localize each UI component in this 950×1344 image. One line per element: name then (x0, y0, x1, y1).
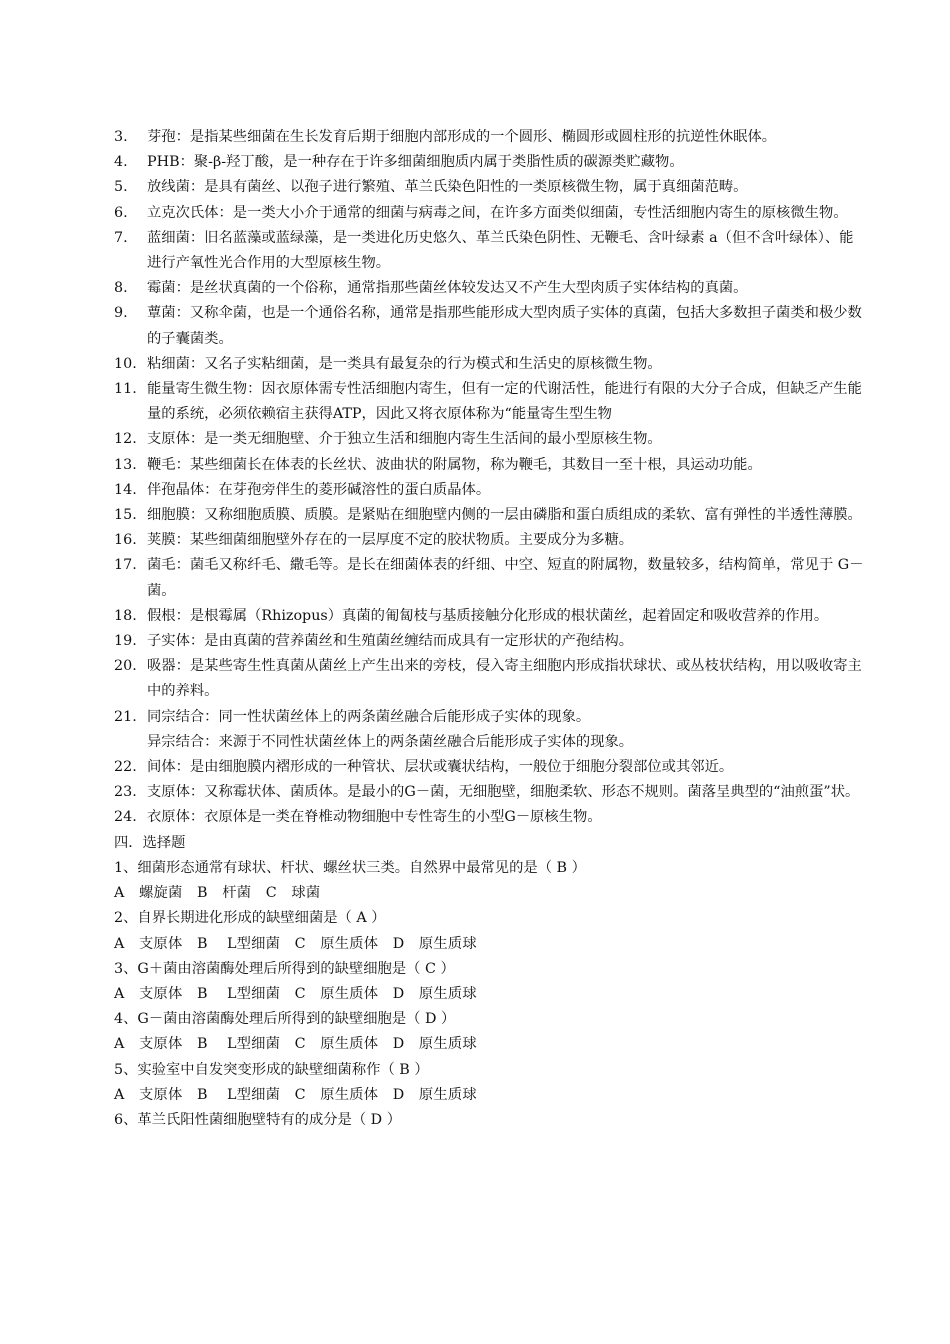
definition-item (114, 201, 866, 226)
definition-item (114, 705, 866, 730)
question-text: 3、G＋菌由溶菌酶处理后所得到的缺壁细胞是（ C ） (114, 960, 455, 977)
item-text: 支原体：是一类无细胞壁、介于独立生活和细胞内寄生生活间的最小型原核生物。 (147, 431, 662, 448)
item-number: 19. (114, 633, 137, 650)
definition-item (114, 553, 866, 603)
definition-item (114, 276, 866, 301)
item-number: 3. (114, 129, 128, 145)
question-options: A 支原体 B L型细菌 C 原生质体 D 原生质球 (114, 1086, 477, 1103)
item-number: 9. (114, 305, 128, 322)
item-number: 13. (114, 456, 137, 473)
definition-item (114, 755, 866, 780)
item-text: 子实体：是由真菌的营养菌丝和生殖菌丝缠结而成具有一定形状的产孢结构。 (147, 633, 634, 650)
item-text: 能量寄生微生物：因衣原体需专性活细胞内寄生，但有一定的代谢活性，能进行有限的大分子合成，但缺乏产生能量的系统，必须依赖宿主获得ATP，因此又将衣原体称为“能量寄生型生物 (147, 381, 862, 423)
item-text: 衣原体：衣原体是一类在脊椎动物细胞中专性寄生的小型G－原核生物。 (147, 809, 602, 826)
item-text: 蕈菌：又称伞菌，也是一个通俗名称，通常是指那些能形成大型肉质子实体的真菌，包括大多数担子菌类和极少数的子囊菌类。 (147, 305, 862, 347)
item-number: 8. (114, 280, 128, 297)
question-text: 2、自界长期进化形成的缺壁细菌是（ A ） (114, 910, 386, 927)
item-number: 16. (114, 532, 137, 549)
item-text: 假根：是根霉属（Rhizopus）真菌的匍匐枝与基质接触分化形成的根状菌丝，起着固定和吸收营养的作用。 (147, 607, 829, 624)
item-text: 荚膜：某些细菌细胞壁外存在的一层厚度不定的胶状物质。主要成分为多糖。 (147, 532, 634, 549)
question-options: A 支原体 B L型细菌 C 原生质体 D 原生质球 (114, 985, 477, 1002)
item-number: 21. (114, 708, 137, 725)
definition-item (114, 780, 866, 805)
definition-item (114, 150, 866, 175)
item-number: 17. (114, 557, 137, 574)
item-text: PHB：聚-β-羟丁酸，是一种存在于许多细菌细胞质内属于类脂性质的碳源类贮藏物。 (147, 154, 684, 171)
document-body (114, 125, 866, 1133)
definition-item (114, 604, 866, 629)
item-number: 20. (114, 658, 137, 675)
item-text: 粘细菌：又名子实粘细菌，是一类具有最复杂的行为模式和生活史的原核微生物。 (147, 355, 662, 372)
item-number: 24. (114, 809, 137, 826)
item-text: 支原体：又称霉状体、菌质体。是最小的G－菌，无细胞壁，细胞柔软、形态不规则。菌落呈典型的“油煎蛋”状。 (147, 784, 860, 801)
definition-item (114, 175, 866, 200)
item-number: 12. (114, 431, 137, 448)
definition-item (114, 301, 866, 351)
question-text: 5、实验室中自发突变形成的缺壁细菌称作（ B ） (114, 1061, 429, 1078)
definition-continuation: 异宗结合：来源于不同性状菌丝体上的两条菌丝融合后能形成子实体的现象。 (147, 733, 634, 750)
section-title: 四．选择题 (114, 834, 186, 851)
item-number: 18. (114, 607, 137, 624)
item-number: 14. (114, 481, 137, 498)
definition-item (114, 352, 866, 377)
definition-item (114, 427, 866, 452)
item-text: 放线菌：是具有菌丝、以孢子进行繁殖、革兰氏染色阳性的一类原核微生物，属于真细菌范畴。 (147, 179, 748, 196)
item-number: 5. (114, 179, 128, 196)
item-number: 22. (114, 759, 137, 776)
item-number: 4. (114, 154, 128, 171)
item-text: 菌毛：菌毛又称纤毛、繖毛等。是长在细菌体表的纤细、中空、短直的附属物，数量较多，结构简单，常见于 G－菌。 (147, 557, 864, 599)
item-text: 细胞膜：又称细胞质膜、质膜。是紧贴在细胞壁内侧的一层由磷脂和蛋白质组成的柔软、富有弹性的半透性薄膜。 (147, 507, 862, 524)
item-number: 10. (114, 355, 137, 372)
item-number: 6. (114, 204, 128, 221)
item-number: 7. (114, 229, 128, 246)
question-options: A 支原体 B L型细菌 C 原生质体 D 原生质球 (114, 1036, 477, 1053)
item-text: 吸器：是某些寄生性真菌从菌丝上产生出来的旁枝，侵入寄主细胞内形成指状球状、或丛枝状结构，用以吸收寄主中的养料。 (147, 658, 862, 700)
definition-item (114, 528, 866, 553)
question-options: A 螺旋菌 B 杆菌 C 球菌 (114, 885, 321, 902)
item-number: 23. (114, 784, 137, 801)
question-options: A 支原体 B L型细菌 C 原生质体 D 原生质球 (114, 935, 477, 952)
item-text: 立克次氏体：是一类大小介于通常的细菌与病毒之间，在许多方面类似细菌，专性活细胞内寄生的原核微生物。 (147, 204, 848, 221)
question-text: 1、细菌形态通常有球状、杆状、螺丝状三类。自然界中最常见的是（ B ） (114, 859, 586, 876)
question-text: 4、G－菌由溶菌酶处理后所得到的缺壁细胞是（ D ） (114, 1011, 456, 1028)
item-number: 15. (114, 507, 137, 524)
definition-item (114, 125, 866, 150)
item-number: 11. (114, 381, 137, 398)
item-text: 间体：是由细胞膜内褶形成的一种管状、层状或囊状结构，一般位于细胞分裂部位或其邻近。 (147, 759, 734, 776)
definition-item (114, 629, 866, 654)
item-text: 霉菌：是丝状真菌的一个俗称，通常指那些菌丝体较发达又不产生大型肉质子实体结构的真菌。 (147, 280, 748, 297)
definition-item (114, 226, 866, 276)
item-text: 芽孢：是指某些细菌在生长发育后期于细胞内部形成的一个圆形、椭圆形或圆柱形的抗逆性休眠体。 (147, 129, 777, 145)
definition-item (114, 805, 866, 830)
definition-item (114, 503, 866, 528)
item-text: 蓝细菌：旧名蓝藻或蓝绿藻，是一类进化历史悠久、革兰氏染色阴性、无鞭毛、含叶绿素 a（但不含叶绿体）、能进行产氧性光合作用的大型原核生物。 (147, 229, 854, 272)
item-text: 伴孢晶体：在芽孢旁伴生的菱形碱溶性的蛋白质晶体。 (147, 481, 491, 498)
definition-item (114, 377, 866, 427)
definition-item (114, 654, 866, 704)
question-text: 6、革兰氏阳性菌细胞壁特有的成分是（ D ） (114, 1111, 401, 1128)
definition-item (114, 453, 866, 478)
item-text: 同宗结合：同一性状菌丝体上的两条菌丝融合后能形成子实体的现象。 (147, 708, 591, 725)
item-text: 鞭毛：某些细菌长在体表的长丝状、波曲状的附属物，称为鞭毛，其数目一至十根，具运动功能。 (147, 456, 762, 473)
definition-item (114, 478, 866, 503)
